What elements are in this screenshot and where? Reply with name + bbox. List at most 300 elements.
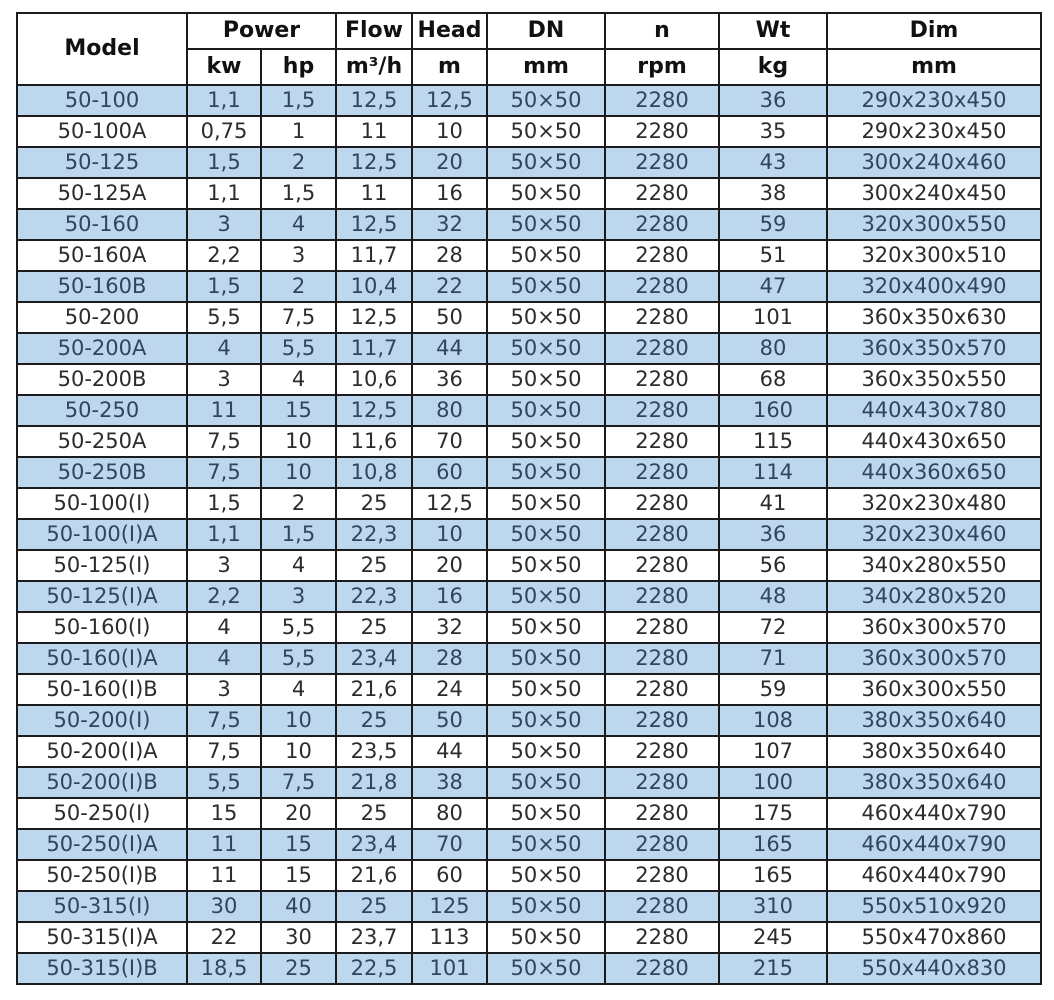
table-row: [17, 240, 1041, 271]
cell-kw: 3: [187, 364, 261, 395]
cell-flow: 10,8: [336, 457, 412, 488]
cell-head: 50: [412, 705, 487, 736]
cell-flow: 11: [336, 178, 412, 209]
table-row: [17, 612, 1041, 643]
cell-dim: 380x350x640: [827, 736, 1041, 767]
cell-kw: 1,5: [187, 147, 261, 178]
cell-dn: 50×50: [487, 860, 605, 891]
table-row: [17, 674, 1041, 705]
cell-flow: 21,6: [336, 674, 412, 705]
cell-n: 2280: [605, 798, 719, 829]
cell-n: 2280: [605, 767, 719, 798]
cell-wt: 310: [719, 891, 827, 922]
cell-dn: 50×50: [487, 364, 605, 395]
table-row: [17, 519, 1041, 550]
table-row: [17, 798, 1041, 829]
cell-kw: 5,5: [187, 767, 261, 798]
cell-hp: 5,5: [261, 612, 336, 643]
cell-dn: 50×50: [487, 85, 605, 116]
cell-head: 28: [412, 643, 487, 674]
cell-flow: 23,5: [336, 736, 412, 767]
cell-n: 2280: [605, 178, 719, 209]
cell-n: 2280: [605, 426, 719, 457]
cell-flow: 22,5: [336, 953, 412, 984]
cell-n: 2280: [605, 333, 719, 364]
table-row: [17, 829, 1041, 860]
cell-model: 50-100(I)A: [17, 519, 187, 550]
cell-hp: 1,5: [261, 85, 336, 116]
cell-model: 50-315(I)B: [17, 953, 187, 984]
cell-model: 50-100(I): [17, 488, 187, 519]
cell-n: 2280: [605, 922, 719, 953]
cell-wt: 51: [719, 240, 827, 271]
unit-header-kw: kw: [187, 49, 261, 85]
col-header-model: Model: [17, 13, 187, 85]
cell-dn: 50×50: [487, 581, 605, 612]
cell-n: 2280: [605, 612, 719, 643]
cell-n: 2280: [605, 271, 719, 302]
cell-hp: 4: [261, 209, 336, 240]
cell-kw: 1,1: [187, 519, 261, 550]
cell-dn: 50×50: [487, 426, 605, 457]
cell-wt: 245: [719, 922, 827, 953]
cell-dim: 360x350x570: [827, 333, 1041, 364]
cell-model: 50-160(I)A: [17, 643, 187, 674]
unit-header-wt: kg: [719, 49, 827, 85]
col-header-dim: Dim: [827, 13, 1041, 49]
cell-n: 2280: [605, 891, 719, 922]
cell-n: 2280: [605, 364, 719, 395]
cell-model: 50-200(I)A: [17, 736, 187, 767]
cell-dim: 380x350x640: [827, 767, 1041, 798]
cell-dim: 440x360x650: [827, 457, 1041, 488]
cell-kw: 0,75: [187, 116, 261, 147]
cell-wt: 175: [719, 798, 827, 829]
cell-model: 50-160(I)B: [17, 674, 187, 705]
cell-wt: 107: [719, 736, 827, 767]
cell-dn: 50×50: [487, 705, 605, 736]
cell-kw: 3: [187, 674, 261, 705]
cell-wt: 165: [719, 860, 827, 891]
cell-n: 2280: [605, 147, 719, 178]
cell-kw: 2,2: [187, 240, 261, 271]
cell-hp: 1,5: [261, 178, 336, 209]
cell-hp: 2: [261, 271, 336, 302]
cell-dim: 290x230x450: [827, 116, 1041, 147]
cell-flow: 22,3: [336, 519, 412, 550]
table-row: [17, 891, 1041, 922]
cell-hp: 10: [261, 736, 336, 767]
cell-kw: 4: [187, 612, 261, 643]
table-row: [17, 736, 1041, 767]
cell-model: 50-200(I)B: [17, 767, 187, 798]
cell-head: 12,5: [412, 85, 487, 116]
cell-hp: 4: [261, 550, 336, 581]
cell-n: 2280: [605, 860, 719, 891]
cell-wt: 100: [719, 767, 827, 798]
cell-model: 50-200B: [17, 364, 187, 395]
cell-dn: 50×50: [487, 116, 605, 147]
cell-model: 50-125(I): [17, 550, 187, 581]
cell-flow: 11: [336, 116, 412, 147]
cell-hp: 1,5: [261, 519, 336, 550]
table-row: [17, 488, 1041, 519]
cell-head: 101: [412, 953, 487, 984]
cell-head: 20: [412, 147, 487, 178]
cell-wt: 160: [719, 395, 827, 426]
cell-dn: 50×50: [487, 798, 605, 829]
cell-head: 60: [412, 457, 487, 488]
unit-header-flow: m³/h: [336, 49, 412, 85]
cell-wt: 36: [719, 85, 827, 116]
cell-model: 50-160B: [17, 271, 187, 302]
cell-head: 80: [412, 798, 487, 829]
col-header-flow: Flow: [336, 13, 412, 49]
cell-head: 50: [412, 302, 487, 333]
cell-n: 2280: [605, 736, 719, 767]
cell-dn: 50×50: [487, 519, 605, 550]
header-row-titles: [17, 13, 1041, 49]
cell-hp: 7,5: [261, 302, 336, 333]
cell-flow: 25: [336, 798, 412, 829]
cell-flow: 12,5: [336, 147, 412, 178]
table-row: [17, 85, 1041, 116]
cell-head: 60: [412, 860, 487, 891]
col-header-wt: Wt: [719, 13, 827, 49]
cell-flow: 11,7: [336, 240, 412, 271]
cell-head: 28: [412, 240, 487, 271]
cell-wt: 114: [719, 457, 827, 488]
cell-dn: 50×50: [487, 302, 605, 333]
cell-head: 22: [412, 271, 487, 302]
cell-n: 2280: [605, 395, 719, 426]
cell-dim: 340x280x550: [827, 550, 1041, 581]
cell-dn: 50×50: [487, 457, 605, 488]
cell-dim: 460x440x790: [827, 860, 1041, 891]
cell-flow: 25: [336, 612, 412, 643]
cell-model: 50-160A: [17, 240, 187, 271]
cell-model: 50-200: [17, 302, 187, 333]
cell-wt: 35: [719, 116, 827, 147]
cell-wt: 72: [719, 612, 827, 643]
cell-n: 2280: [605, 240, 719, 271]
table-row: [17, 333, 1041, 364]
cell-dim: 460x440x790: [827, 829, 1041, 860]
cell-flow: 25: [336, 705, 412, 736]
cell-kw: 3: [187, 550, 261, 581]
cell-n: 2280: [605, 209, 719, 240]
cell-kw: 1,1: [187, 85, 261, 116]
cell-head: 20: [412, 550, 487, 581]
cell-wt: 56: [719, 550, 827, 581]
cell-head: 24: [412, 674, 487, 705]
cell-head: 80: [412, 395, 487, 426]
cell-wt: 48: [719, 581, 827, 612]
table-body: [17, 85, 1041, 984]
cell-kw: 22: [187, 922, 261, 953]
cell-kw: 11: [187, 860, 261, 891]
cell-head: 16: [412, 581, 487, 612]
cell-dn: 50×50: [487, 829, 605, 860]
cell-model: 50-125(I)A: [17, 581, 187, 612]
cell-hp: 3: [261, 581, 336, 612]
table-row: [17, 178, 1041, 209]
cell-model: 50-125: [17, 147, 187, 178]
cell-wt: 71: [719, 643, 827, 674]
cell-n: 2280: [605, 488, 719, 519]
cell-hp: 5,5: [261, 333, 336, 364]
cell-dim: 550x510x920: [827, 891, 1041, 922]
cell-kw: 7,5: [187, 705, 261, 736]
unit-header-n: rpm: [605, 49, 719, 85]
cell-hp: 4: [261, 674, 336, 705]
table-row: [17, 426, 1041, 457]
cell-model: 50-315(I)A: [17, 922, 187, 953]
cell-dim: 320x230x460: [827, 519, 1041, 550]
cell-kw: 7,5: [187, 426, 261, 457]
cell-kw: 1,1: [187, 178, 261, 209]
table-row: [17, 550, 1041, 581]
cell-wt: 165: [719, 829, 827, 860]
cell-n: 2280: [605, 643, 719, 674]
cell-hp: 10: [261, 705, 336, 736]
cell-head: 125: [412, 891, 487, 922]
cell-hp: 20: [261, 798, 336, 829]
cell-head: 70: [412, 426, 487, 457]
cell-kw: 18,5: [187, 953, 261, 984]
cell-dn: 50×50: [487, 488, 605, 519]
cell-head: 44: [412, 333, 487, 364]
cell-kw: 4: [187, 643, 261, 674]
cell-model: 50-250B: [17, 457, 187, 488]
cell-n: 2280: [605, 550, 719, 581]
cell-kw: 1,5: [187, 271, 261, 302]
cell-hp: 2: [261, 147, 336, 178]
cell-wt: 108: [719, 705, 827, 736]
cell-hp: 30: [261, 922, 336, 953]
cell-dn: 50×50: [487, 922, 605, 953]
cell-model: 50-200(I): [17, 705, 187, 736]
cell-flow: 25: [336, 891, 412, 922]
cell-head: 32: [412, 209, 487, 240]
cell-wt: 38: [719, 178, 827, 209]
cell-dn: 50×50: [487, 209, 605, 240]
table-row: [17, 364, 1041, 395]
cell-model: 50-250: [17, 395, 187, 426]
cell-model: 50-315(I): [17, 891, 187, 922]
cell-flow: 23,4: [336, 829, 412, 860]
cell-flow: 21,8: [336, 767, 412, 798]
col-header-head: Head: [412, 13, 487, 49]
cell-hp: 10: [261, 457, 336, 488]
cell-head: 36: [412, 364, 487, 395]
table-row: [17, 705, 1041, 736]
cell-kw: 1,5: [187, 488, 261, 519]
cell-flow: 12,5: [336, 85, 412, 116]
table-row: [17, 271, 1041, 302]
cell-dn: 50×50: [487, 271, 605, 302]
cell-wt: 215: [719, 953, 827, 984]
cell-model: 50-250(I): [17, 798, 187, 829]
cell-kw: 11: [187, 395, 261, 426]
table-row: [17, 581, 1041, 612]
table-row: [17, 302, 1041, 333]
cell-dim: 320x300x550: [827, 209, 1041, 240]
cell-n: 2280: [605, 302, 719, 333]
cell-hp: 2: [261, 488, 336, 519]
unit-header-hp: hp: [261, 49, 336, 85]
cell-head: 12,5: [412, 488, 487, 519]
cell-flow: 23,7: [336, 922, 412, 953]
cell-dim: 300x240x460: [827, 147, 1041, 178]
cell-flow: 12,5: [336, 302, 412, 333]
cell-kw: 11: [187, 829, 261, 860]
cell-dim: 320x230x480: [827, 488, 1041, 519]
col-header-dn: DN: [487, 13, 605, 49]
cell-flow: 10,4: [336, 271, 412, 302]
cell-head: 38: [412, 767, 487, 798]
cell-dim: 360x350x550: [827, 364, 1041, 395]
cell-dn: 50×50: [487, 953, 605, 984]
table-row: [17, 209, 1041, 240]
pump-spec-table: [16, 12, 1042, 985]
table-row: [17, 116, 1041, 147]
cell-dn: 50×50: [487, 643, 605, 674]
cell-dn: 50×50: [487, 612, 605, 643]
cell-n: 2280: [605, 581, 719, 612]
cell-dim: 550x440x830: [827, 953, 1041, 984]
cell-hp: 15: [261, 860, 336, 891]
cell-flow: 21,6: [336, 860, 412, 891]
cell-dim: 300x240x450: [827, 178, 1041, 209]
cell-n: 2280: [605, 705, 719, 736]
cell-model: 50-200A: [17, 333, 187, 364]
cell-kw: 3: [187, 209, 261, 240]
cell-kw: 2,2: [187, 581, 261, 612]
cell-dn: 50×50: [487, 147, 605, 178]
cell-wt: 80: [719, 333, 827, 364]
cell-wt: 68: [719, 364, 827, 395]
cell-wt: 59: [719, 674, 827, 705]
cell-head: 113: [412, 922, 487, 953]
cell-dn: 50×50: [487, 395, 605, 426]
cell-n: 2280: [605, 457, 719, 488]
table-header: [17, 13, 1041, 85]
cell-kw: 7,5: [187, 457, 261, 488]
cell-dn: 50×50: [487, 767, 605, 798]
cell-dim: 550x470x860: [827, 922, 1041, 953]
cell-flow: 25: [336, 488, 412, 519]
cell-n: 2280: [605, 519, 719, 550]
cell-model: 50-250(I)A: [17, 829, 187, 860]
cell-flow: 10,6: [336, 364, 412, 395]
cell-model: 50-100: [17, 85, 187, 116]
cell-n: 2280: [605, 829, 719, 860]
col-header-power: Power: [187, 13, 336, 49]
table-row: [17, 395, 1041, 426]
cell-head: 10: [412, 519, 487, 550]
cell-dim: 360x300x570: [827, 612, 1041, 643]
cell-hp: 10: [261, 426, 336, 457]
cell-n: 2280: [605, 116, 719, 147]
cell-head: 10: [412, 116, 487, 147]
cell-dim: 290x230x450: [827, 85, 1041, 116]
cell-head: 70: [412, 829, 487, 860]
cell-head: 16: [412, 178, 487, 209]
cell-model: 50-160(I): [17, 612, 187, 643]
cell-wt: 101: [719, 302, 827, 333]
cell-dn: 50×50: [487, 891, 605, 922]
table-row: [17, 860, 1041, 891]
cell-dn: 50×50: [487, 550, 605, 581]
cell-dim: 340x280x520: [827, 581, 1041, 612]
cell-kw: 15: [187, 798, 261, 829]
cell-flow: 12,5: [336, 209, 412, 240]
table-row: [17, 953, 1041, 984]
cell-dim: 440x430x650: [827, 426, 1041, 457]
unit-header-dn: mm: [487, 49, 605, 85]
cell-kw: 30: [187, 891, 261, 922]
cell-flow: 22,3: [336, 581, 412, 612]
cell-dim: 380x350x640: [827, 705, 1041, 736]
table-row: [17, 922, 1041, 953]
cell-dim: 360x300x570: [827, 643, 1041, 674]
cell-dim: 360x350x630: [827, 302, 1041, 333]
cell-dim: 460x440x790: [827, 798, 1041, 829]
cell-flow: 23,4: [336, 643, 412, 674]
cell-model: 50-125A: [17, 178, 187, 209]
cell-wt: 47: [719, 271, 827, 302]
cell-head: 44: [412, 736, 487, 767]
cell-hp: 5,5: [261, 643, 336, 674]
cell-hp: 7,5: [261, 767, 336, 798]
cell-kw: 5,5: [187, 302, 261, 333]
cell-flow: 25: [336, 550, 412, 581]
unit-header-head: m: [412, 49, 487, 85]
cell-dim: 320x400x490: [827, 271, 1041, 302]
table-row: [17, 457, 1041, 488]
cell-dim: 320x300x510: [827, 240, 1041, 271]
table-row: [17, 147, 1041, 178]
unit-header-dim: mm: [827, 49, 1041, 85]
cell-dn: 50×50: [487, 674, 605, 705]
cell-wt: 115: [719, 426, 827, 457]
table-row: [17, 643, 1041, 674]
cell-hp: 15: [261, 829, 336, 860]
cell-n: 2280: [605, 85, 719, 116]
cell-dn: 50×50: [487, 240, 605, 271]
cell-kw: 7,5: [187, 736, 261, 767]
cell-wt: 59: [719, 209, 827, 240]
cell-hp: 40: [261, 891, 336, 922]
cell-hp: 4: [261, 364, 336, 395]
cell-flow: 11,7: [336, 333, 412, 364]
cell-wt: 36: [719, 519, 827, 550]
cell-kw: 4: [187, 333, 261, 364]
cell-dim: 440x430x780: [827, 395, 1041, 426]
cell-flow: 12,5: [336, 395, 412, 426]
cell-dn: 50×50: [487, 333, 605, 364]
cell-n: 2280: [605, 674, 719, 705]
cell-wt: 41: [719, 488, 827, 519]
cell-head: 32: [412, 612, 487, 643]
cell-hp: 1: [261, 116, 336, 147]
cell-model: 50-250(I)B: [17, 860, 187, 891]
cell-dim: 360x300x550: [827, 674, 1041, 705]
cell-hp: 25: [261, 953, 336, 984]
cell-hp: 15: [261, 395, 336, 426]
table-row: [17, 767, 1041, 798]
